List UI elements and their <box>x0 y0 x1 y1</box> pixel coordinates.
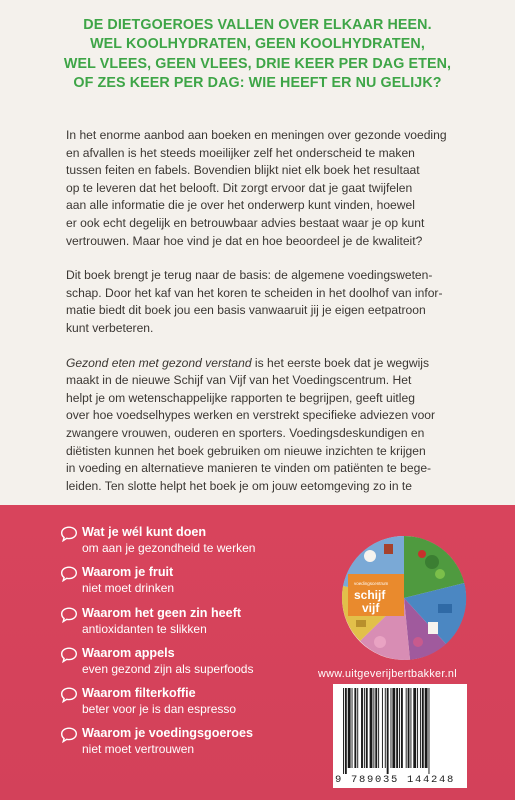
headline-line: DE DIETGOEROES VALLEN OVER ELKAAR HEEN. <box>83 17 432 33</box>
barcode-bar <box>408 688 410 768</box>
headline-line: WEL VLEES, GEEN VLEES, DRIE KEER PER DAG ETEN, <box>63 55 452 72</box>
text-line <box>66 355 471 373</box>
barcode-bar <box>361 688 363 768</box>
highlight-title: Waarom je fruit <box>82 565 174 579</box>
blurb-paragraph <box>66 267 471 337</box>
barcode-bar <box>387 688 389 774</box>
highlight-subtitle: niet moet vertrouwen <box>82 742 195 756</box>
highlight-subtitle: niet moet drinken <box>82 581 175 595</box>
barcode-bar <box>413 688 416 768</box>
text-fragment: is het eerste boek dat je wegwijs <box>251 355 430 370</box>
barcode-bar <box>385 688 386 768</box>
blurb-text <box>66 127 471 512</box>
barcode-bar <box>396 688 398 768</box>
schijf-van-vijf-disc <box>340 534 468 662</box>
barcode-bar <box>348 688 351 768</box>
highlight-title: Waarom filterkoffie <box>82 686 196 700</box>
text-line: zwangere vrouwen, ouderen en sporters. Voedingsdeskundigen en <box>66 425 425 440</box>
barcode-bar <box>352 688 353 768</box>
barcode-bar <box>364 688 365 768</box>
barcode-bar <box>373 688 374 768</box>
headline-line: OF ZES KEER PER DAG: WIE HEEFT ER NU GELIJK? <box>73 75 442 92</box>
speech-bubble-icon <box>60 687 78 703</box>
text-line: diëtisten kunnen het boek gebruiken om nieuwe inzichten te krijgen <box>66 443 426 458</box>
barcode-bar <box>401 688 403 768</box>
barcode-bar <box>345 688 347 774</box>
barcode-digits: 9 789035 144248 <box>335 774 456 786</box>
disc-small-label: voedingscentrum <box>354 581 389 586</box>
text-line: helpt je om wetenschappelijke rapporten te begrijpen, geeft uitleg <box>66 390 415 405</box>
text-line: Dit boek brengt je terug naar de basis: de algemene voedingsweten- <box>66 268 433 283</box>
barcode-bar <box>422 688 424 768</box>
speech-bubble-icon <box>60 647 78 663</box>
barcode-bar <box>357 688 358 768</box>
highlight-title: Wat je wél kunt doen <box>82 525 207 539</box>
highlight-subtitle: om aan je gezondheid te werken <box>82 541 256 555</box>
barcode-bar <box>343 688 344 774</box>
text-line: In het enorme aanbod aan boeken en meningen over gezonde voeding <box>66 128 447 142</box>
highlight-title: Waarom het geen zin heeft <box>82 606 242 620</box>
highlight-subtitle: antioxidanten te slikken <box>82 622 207 636</box>
barcode-bar <box>391 688 392 768</box>
barcode-bar <box>425 688 428 768</box>
barcode-bar <box>382 688 383 768</box>
text-line: in voeding en alternatieve manieren te vinden om patiënten te bege- <box>66 461 432 476</box>
highlight-subtitle: beter voor je is dan espresso <box>82 702 237 716</box>
highlight-subtitle: even gezond zijn als superfoods <box>82 662 254 676</box>
text-line: en afvallen is het steeds moeilijker zelf het onderscheid te maken <box>66 145 415 160</box>
text-line: maakt in de nieuwe Schijf van Vijf van het Voedingscentrum. Het <box>66 373 412 388</box>
book-title-italic: Gezond eten met gezond verstand <box>66 355 252 370</box>
speech-bubble-icon <box>60 607 78 623</box>
text-line: over hoe voedselhypes werken en verstrekt specifieke adviezen voor <box>66 408 436 423</box>
text-line: vertrouwen. Maar hoe vind je dat en hoe beoordeel je de kwaliteit? <box>66 233 423 248</box>
speech-bubble-icon <box>60 566 78 582</box>
text-line: leiden. Ten slotte helpt het boek je om jouw eetomgeving zo in te <box>66 478 413 493</box>
text-line: op te leveren dat het belooft. Dit zorgt ervoor dat je gaat twijfelen <box>66 180 413 195</box>
barcode-bar <box>366 688 368 768</box>
speech-bubble-icon <box>60 526 78 542</box>
barcode-bar <box>410 688 411 768</box>
text-line: aan alle informatie die je over het onderwerp kunt vinden, hoewel <box>66 198 415 213</box>
barcode-bar <box>429 688 430 774</box>
barcode-bar <box>399 688 400 768</box>
barcode-bars <box>337 688 463 774</box>
barcode-bar <box>370 688 373 768</box>
text-line: schap. Door het kaf van het koren te scheiden in het doolhof van infor- <box>66 285 443 300</box>
headline-line: WEL KOOLHYDRATEN, GEEN KOOLHYDRATEN, <box>90 36 425 53</box>
text-line: kunt verbeteren. <box>66 320 154 335</box>
barcode-bar <box>406 688 407 768</box>
food-disc-graphic <box>340 534 468 662</box>
blurb-paragraph <box>66 355 471 496</box>
cover-headline <box>0 16 515 94</box>
barcode-bar <box>354 688 356 768</box>
publisher-website[interactable]: www.uitgeverijbertbakker.nl <box>318 668 457 680</box>
highlight-title: Waarom appels <box>82 646 175 660</box>
text-line: tussen feiten en fabels. Bovendien blijkt niet elk boek het resultaat <box>66 163 420 178</box>
blurb-paragraph <box>66 127 471 250</box>
barcode-bar <box>417 688 418 768</box>
barcode-bar <box>375 688 377 768</box>
text-line: er ook echt degelijk en betrouwbaar advies bestaat waar je op kunt <box>66 215 425 230</box>
disc-title-line2: vijf <box>362 601 380 615</box>
speech-bubble-icon <box>60 727 78 743</box>
disc-title-line1: schijf <box>354 588 386 602</box>
isbn-barcode <box>333 684 467 788</box>
text-line: matie biedt dit boek jou een basis vanwaaruit jij je eigen eetpatroon <box>66 303 426 318</box>
highlight-title: Waarom je voedingsgoeroes <box>82 726 253 740</box>
barcode-bar <box>420 688 421 768</box>
barcode-bar <box>392 688 395 768</box>
barcode-bar <box>378 688 379 768</box>
